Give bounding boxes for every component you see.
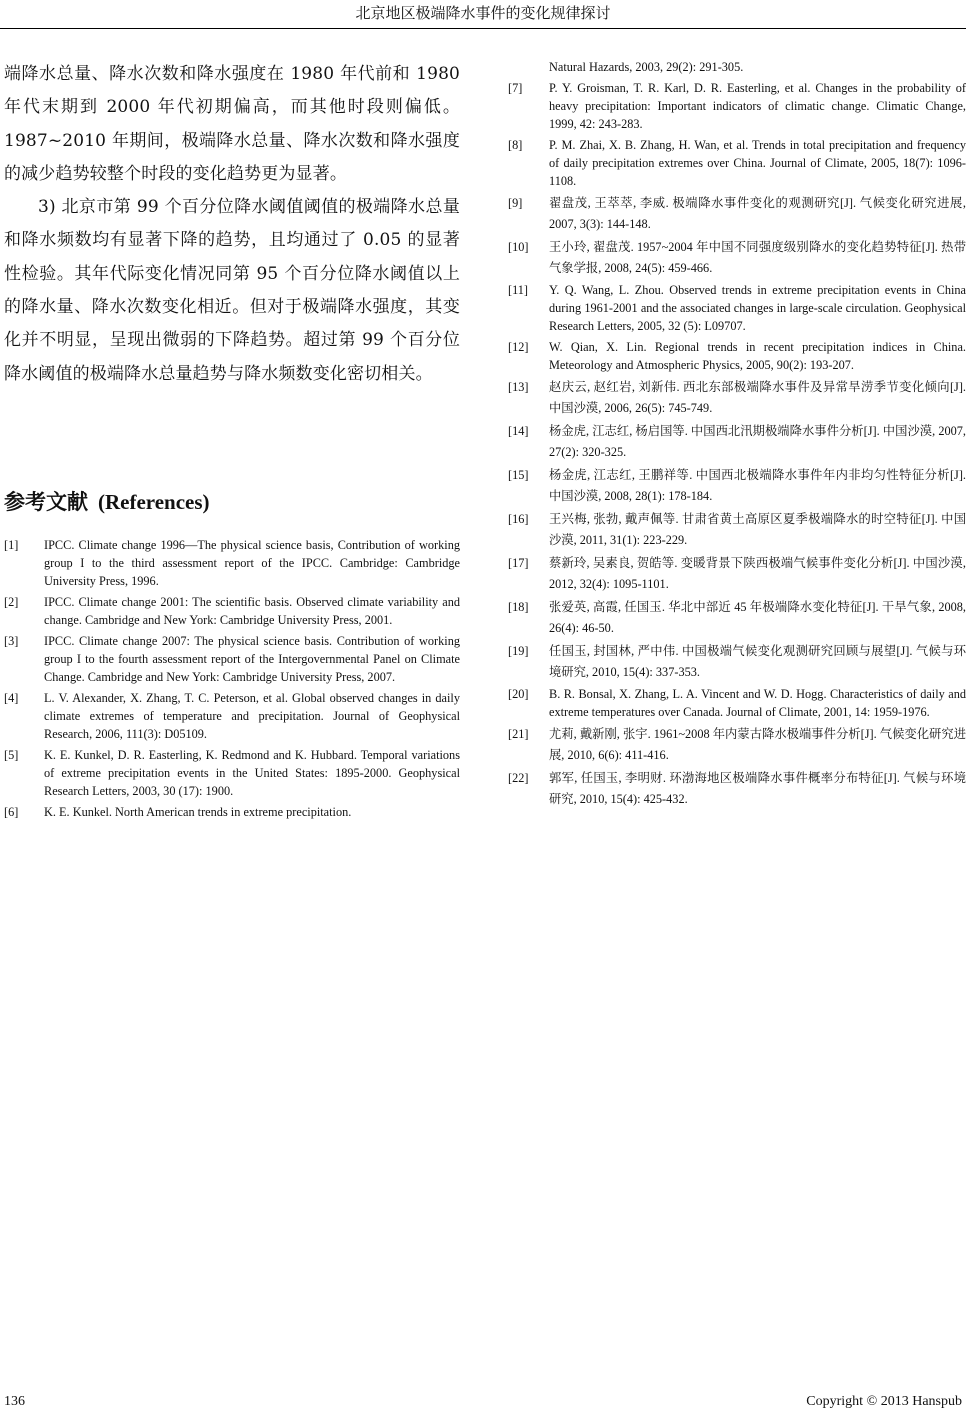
running-header: 北京地区极端降水事件的变化规律探讨 (355, 4, 611, 22)
reference-number: [15] (508, 468, 529, 482)
reference-item (508, 338, 966, 374)
reference-item (508, 79, 966, 133)
reference-item (508, 724, 966, 765)
reference-text: IPCC. Climate change 2001: The scientific basis. Observed climate variability and change. Cambridge and New York: Cambridge University Press, 2001. (44, 595, 460, 627)
reference-text: 尤莉, 戴新刚, 张宇. 1961~2008 年内蒙古降水极端事件分析[J]. 气候变化研究进展, 2010, 6(6): 411-416. (549, 727, 966, 762)
reference-number: [11] (508, 283, 529, 297)
reference-list-right (508, 58, 966, 812)
reference-number: [8] (508, 138, 523, 152)
reference-number: [16] (508, 512, 529, 526)
reference-number: [4] (4, 691, 19, 705)
reference-item (508, 237, 966, 278)
reference-item (508, 553, 966, 594)
reference-text: K. E. Kunkel, D. R. Easterling, K. Redmond and K. Hubbard. Temporal variations of extreme precipitation events in the United States: 1895-2000. Geophysical Research Letters, 2003, 30 (17): 1900. (44, 748, 460, 798)
reference-text: Y. Q. Wang, L. Zhou. Observed trends in extreme precipitation events in China during 1961-2001 and the associated changes in large-scale circulation. Geophysical Research Letters, 2005, 32 (5): L09707. (549, 283, 966, 333)
reference-number: [17] (508, 556, 529, 570)
reference-text: 王兴梅, 张勃, 戴声佩等. 甘肃省黄土高原区夏季极端降水的时空特征[J]. 中国沙漠, 2011, 31(1): 223-229. (549, 512, 966, 547)
reference-number: [2] (4, 595, 19, 609)
reference-text: 王小玲, 翟盘茂. 1957~2004 年中国不同强度级别降水的变化趋势特征[J]. 热带气象学报, 2008, 24(5): 459-466. (549, 240, 966, 275)
reference-text: 杨金虎, 江志红, 王鹏祥等. 中国西北极端降水事件年内非均匀性特征分析[J]. 中国沙漠, 2008, 28(1): 178-184. (549, 468, 966, 503)
body-text (4, 58, 460, 391)
reference-text: 郭军, 任国玉, 李明财. 环渤海地区极端降水事件概率分布特征[J]. 气候与环境研究, 2010, 15(4): 425-432. (549, 771, 966, 806)
reference-text: L. V. Alexander, X. Zhang, T. C. Peterson, et al. Global observed changes in daily climate extremes of temperature and precipitation. Journal of Geophysical Research, 2006, 111(3): D05109. (44, 691, 460, 741)
reference-text: P. Y. Groisman, T. R. Karl, D. R. Easterling, et al. Changes in the probability of heavy precipitation: Important indicators of climatic change. Climatic Change, 1999, 42: 243-283. (549, 81, 966, 131)
reference-number: [20] (508, 687, 529, 701)
reference-text: Natural Hazards, 2003, 29(2): 291-305. (549, 60, 744, 74)
page-number: 136 (4, 1394, 25, 1409)
reference-item (4, 803, 460, 821)
reference-number: [18] (508, 600, 529, 614)
reference-number: [6] (4, 805, 19, 819)
reference-item (508, 641, 966, 682)
reference-item (508, 768, 966, 809)
reference-item (508, 597, 966, 638)
reference-text: 杨金虎, 江志红, 杨启国等. 中国西北汛期极端降水事件分析[J]. 中国沙漠, 2007, 27(2): 320-325. (549, 424, 966, 459)
reference-item (508, 509, 966, 550)
reference-continuation (508, 58, 966, 76)
reference-text: B. R. Bonsal, X. Zhang, L. A. Vincent and W. D. Hogg. Characteristics of daily and extreme temperatures over Canada. Journal of Climate, 2001, 14: 1959-1976. (549, 687, 966, 719)
reference-text: 赵庆云, 赵红岩, 刘新伟. 西北东部极端降水事件及异常旱涝季节变化倾向[J]. 中国沙漠, 2006, 26(5): 745-749. (549, 380, 966, 415)
reference-item (508, 193, 966, 234)
reference-text: 翟盘茂, 王萃萃, 李威. 极端降水事件变化的观测研究[J]. 气候变化研究进展, 2007, 3(3): 144-148. (549, 196, 966, 231)
reference-text: 任国玉, 封国林, 严中伟. 中国极端气候变化观测研究回顾与展望[J]. 气候与环境研究, 2010, 15(4): 337-353. (549, 644, 966, 679)
reference-item (4, 536, 460, 590)
reference-number: [1] (4, 538, 19, 552)
reference-item (508, 685, 966, 721)
header-rule (0, 28, 966, 29)
reference-item (4, 746, 460, 800)
copyright-notice: Copyright © 2013 Hanspub (806, 1394, 962, 1409)
reference-number: [7] (508, 81, 523, 95)
reference-item (508, 421, 966, 462)
reference-number: [12] (508, 340, 529, 354)
references-heading-en: (References) (98, 490, 210, 514)
reference-item (4, 632, 460, 686)
reference-number: [10] (508, 240, 529, 254)
reference-number: [5] (4, 748, 19, 762)
reference-text: IPCC. Climate change 2007: The physical science basis. Contribution of working group I to the fourth assessment report of the Intergovernmental Panel on Climate Change. Cambridge and New York: Cambridge University Press, 2007. (44, 634, 460, 684)
reference-item (4, 689, 460, 743)
reference-number: [3] (4, 634, 19, 648)
reference-text: P. M. Zhai, X. B. Zhang, H. Wan, et al. Trends in total precipitation and frequency of daily precipitation extremes over China. Journal of Climate, 2005, 18(7): 1096-1108. (549, 138, 966, 188)
reference-text: K. E. Kunkel. North American trends in extreme precipitation. (44, 805, 352, 819)
reference-number: [9] (508, 196, 523, 210)
reference-list-left (4, 536, 460, 824)
reference-item (508, 465, 966, 506)
reference-text: IPCC. Climate change 1996—The physical science basis, Contribution of working group I to the third assessment report of the IPCC. Cambridge: Cambridge University Press, 1996. (44, 538, 460, 588)
references-heading (4, 487, 210, 517)
reference-number: [22] (508, 771, 529, 785)
reference-item (508, 281, 966, 335)
reference-item (508, 377, 966, 418)
reference-item (508, 136, 966, 190)
reference-number: [14] (508, 424, 529, 438)
reference-item (4, 593, 460, 629)
body-paragraph: 端降水总量、降水次数和降水强度在 1980 年代前和 1980 年代末期到 2000 年代初期偏高，而其他时段则偏低。1987~2010 年期间，极端降水总量、降水次数和降水强度的减少趋势较整个时段的变化趋势更为显著。 (4, 64, 460, 184)
reference-number: [13] (508, 380, 529, 394)
references-heading-zh: 参考文献 (4, 490, 88, 514)
reference-text: 蔡新玲, 吴素良, 贺皓等. 变暖背景下陕西极端气候事件变化分析[J]. 中国沙漠, 2012, 32(4): 1095-1101. (549, 556, 966, 591)
reference-text: 张爱英, 高霞, 任国玉. 华北中部近 45 年极端降水变化特征[J]. 干旱气象, 2008, 26(4): 46-50. (549, 600, 966, 635)
reference-number: [19] (508, 644, 529, 658)
reference-text: W. Qian, X. Lin. Regional trends in recent precipitation indices in China. Meteorology and Atmospheric Physics, 2005, 90(2): 193-207. (549, 340, 966, 372)
reference-number: [21] (508, 727, 529, 741)
body-paragraph: 3) 北京市第 99 个百分位降水阈值阈值的极端降水总量和降水频数均有显著下降的趋势，且均通过了 0.05 的显著性检验。其年代际变化情况同第 95 个百分位降水阈值以上的降水量、降水次数变化相近。但对于极端降水强度，其变化并不明显，呈现出微弱的下降趋势。超过第 99 个百分位降水阈值的极端降水总量趋势与降水频数变化密切相关。 (4, 197, 460, 384)
